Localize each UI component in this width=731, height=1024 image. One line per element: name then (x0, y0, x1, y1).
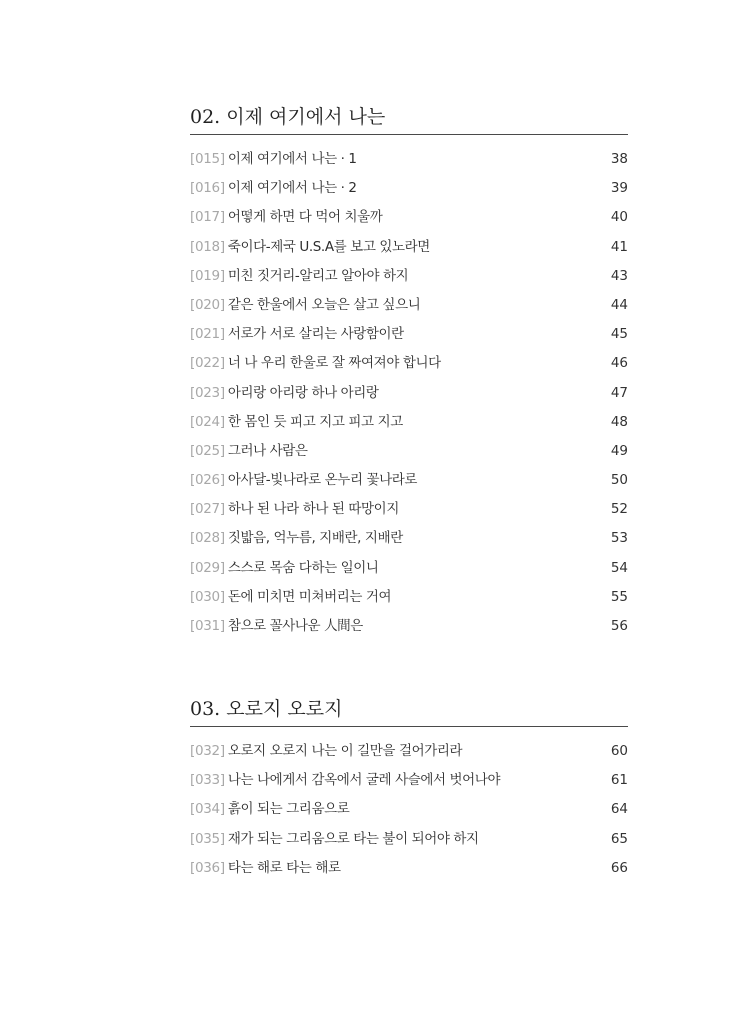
entry-number: [033] (190, 772, 225, 789)
toc-entry[interactable] (190, 174, 628, 203)
toc-entry-list (190, 145, 628, 641)
toc-entry[interactable] (190, 408, 628, 437)
entry-title: 하나 된 나라 하나 된 따망이지 (227, 501, 399, 518)
entry-number: [023] (190, 384, 225, 401)
entry-page-number: 60 (610, 743, 628, 759)
entry-page-number: 40 (610, 209, 628, 226)
entry-page-number: 39 (610, 180, 628, 197)
entry-number: [030] (190, 588, 225, 605)
entry-title: 참으로 꼴사나운 人間은 (227, 618, 363, 634)
toc-section-03 (190, 694, 628, 883)
entry-page-number: 38 (610, 151, 628, 167)
entry-title: 타는 해로 타는 해로 (227, 859, 341, 876)
toc-entry[interactable] (190, 854, 628, 883)
entry-title: 아리랑 아리랑 하나 아리랑 (227, 384, 379, 401)
toc-entry[interactable] (190, 737, 628, 766)
entry-page-number: 47 (610, 384, 628, 401)
section-title: 03. 오로지 오로지 (190, 698, 343, 720)
toc-entry[interactable] (190, 795, 628, 824)
entry-number: [021] (190, 326, 225, 343)
toc-entry[interactable] (190, 291, 628, 320)
toc-entry-list (190, 737, 628, 883)
entry-page-number: 61 (610, 772, 628, 789)
entry-page-number: 53 (610, 530, 628, 547)
toc-entry[interactable] (190, 554, 628, 583)
toc-entry[interactable] (190, 262, 628, 291)
entry-number: [027] (190, 501, 225, 518)
entry-number: [035] (190, 830, 225, 847)
entry-page-number: 64 (610, 801, 628, 818)
entry-title: 서로가 서로 살리는 사랑함이란 (227, 326, 404, 343)
entry-page-number: 43 (610, 267, 628, 284)
entry-page-number: 65 (610, 830, 628, 847)
entry-title: 한 몸인 듯 피고 지고 피고 지고 (227, 413, 403, 430)
entry-number: [025] (190, 442, 225, 459)
toc-section-02 (190, 102, 628, 641)
entry-number: [029] (190, 559, 225, 576)
entry-page-number: 45 (610, 326, 628, 343)
entry-title: 어떻게 하면 다 먹어 치울까 (227, 209, 383, 226)
entry-title: 나는 나에게서 감옥에서 굴레 사슬에서 벗어나야 (227, 772, 501, 789)
entry-page-number: 66 (610, 859, 628, 876)
entry-page-number: 46 (610, 355, 628, 372)
entry-page-number: 41 (610, 238, 628, 255)
entry-number: [026] (190, 472, 225, 489)
toc-entry[interactable] (190, 612, 628, 641)
entry-page-number: 56 (610, 618, 628, 634)
entry-number: [024] (190, 413, 225, 430)
toc-entry[interactable] (190, 524, 628, 553)
toc-entry[interactable] (190, 583, 628, 612)
section-divider (190, 134, 628, 135)
entry-number: [016] (190, 180, 225, 197)
toc-entry[interactable] (190, 203, 628, 232)
entry-title: 같은 한울에서 오늘은 살고 싶으니 (227, 296, 421, 313)
entry-title: 스스로 목숨 다하는 일이니 (227, 559, 379, 576)
entry-page-number: 48 (610, 413, 628, 430)
toc-entry[interactable] (190, 437, 628, 466)
toc-entry[interactable] (190, 379, 628, 408)
entry-number: [018] (190, 238, 225, 255)
toc-entry[interactable] (190, 145, 628, 174)
entry-number: [022] (190, 355, 225, 372)
entry-title: 미친 짓거리-알리고 알아야 하지 (227, 267, 409, 284)
entry-title: 이제 여기에서 나는 · 2 (227, 180, 357, 197)
entry-page-number: 44 (610, 296, 628, 313)
toc-entry[interactable] (190, 320, 628, 349)
entry-number: [020] (190, 296, 225, 313)
entry-number: [019] (190, 267, 225, 284)
entry-title: 흙이 되는 그리움으로 (227, 801, 350, 818)
toc-entry[interactable] (190, 766, 628, 795)
toc-entry[interactable] (190, 495, 628, 524)
entry-title: 돈에 미치면 미쳐버리는 거여 (227, 588, 392, 605)
entry-page-number: 49 (610, 442, 628, 459)
entry-number: [017] (190, 209, 225, 226)
section-divider (190, 726, 628, 727)
entry-title: 너 나 우리 한울로 잘 짜여져야 합니다 (227, 355, 441, 372)
toc-entry[interactable] (190, 233, 628, 262)
entry-title: 짓밟음, 억누름, 지배란, 지배란 (227, 530, 403, 547)
entry-number: [028] (190, 530, 225, 547)
entry-page-number: 55 (610, 588, 628, 605)
entry-page-number: 50 (610, 472, 628, 489)
toc-entry[interactable] (190, 349, 628, 378)
entry-number: [015] (190, 151, 225, 167)
entry-title: 이제 여기에서 나는 · 1 (227, 151, 357, 167)
entry-title: 그러나 사람은 (227, 442, 308, 459)
entry-title: 오로지 오로지 나는 이 길만을 걸어가리라 (227, 743, 463, 759)
entry-number: [036] (190, 859, 225, 876)
entry-title: 재가 되는 그리움으로 타는 불이 되어야 하지 (227, 830, 479, 847)
entry-number: [032] (190, 743, 225, 759)
entry-title: 아사달-빛나라로 온누리 꽃나라로 (227, 472, 418, 489)
entry-title: 죽이다-제국 U.S.A를 보고 있노라면 (227, 238, 430, 255)
entry-number: [034] (190, 801, 225, 818)
entry-page-number: 54 (610, 559, 628, 576)
section-title: 02. 이제 여기에서 나는 (190, 106, 386, 128)
toc-entry[interactable] (190, 466, 628, 495)
entry-number: [031] (190, 618, 225, 634)
entry-page-number: 52 (610, 501, 628, 518)
toc-entry[interactable] (190, 825, 628, 854)
